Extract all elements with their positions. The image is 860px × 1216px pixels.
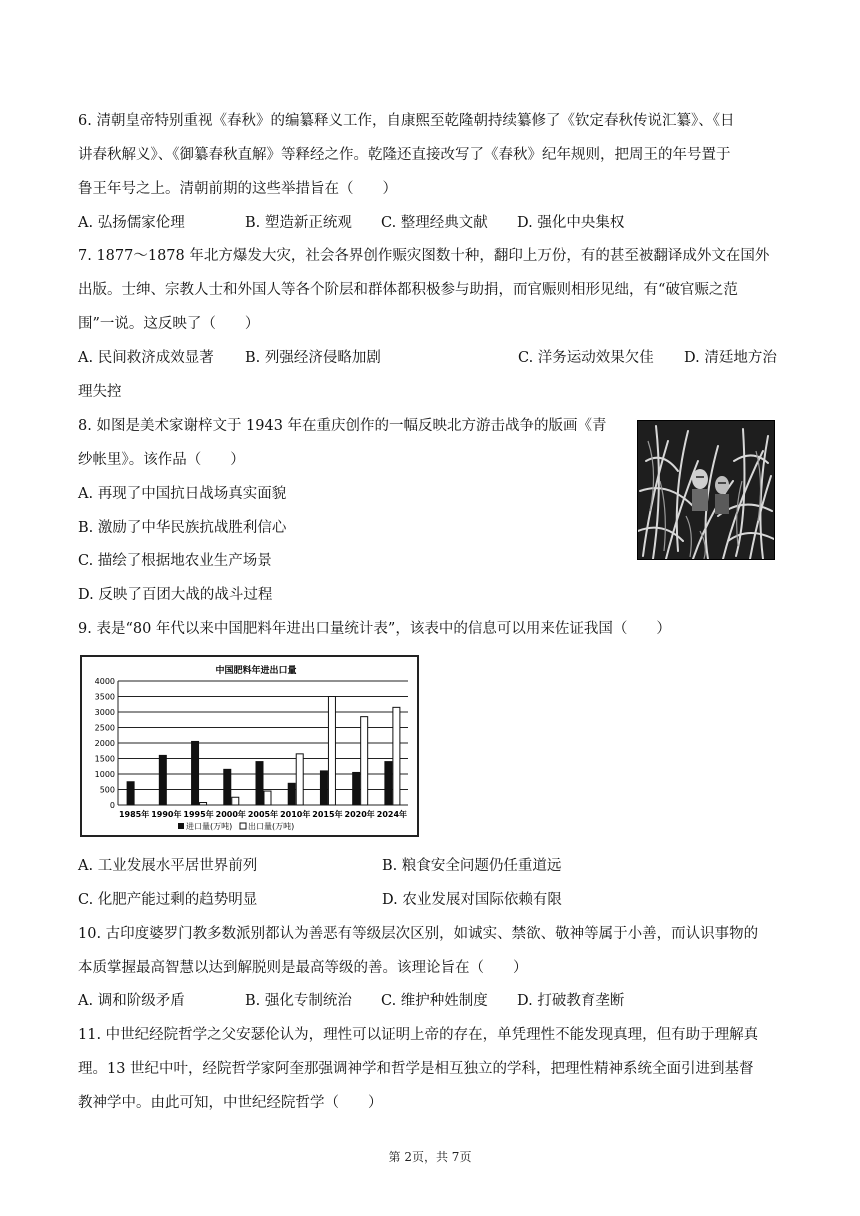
x-tick-label: 2024年 [376,810,408,819]
q9-line-1: 9. 表是“80 年代以来中国肥料年进出口量统计表”，该表中的信息可以用来佐证我国（ ） [78,621,671,637]
q10-option-a: A. 调和阶级矛盾 [78,993,185,1009]
x-tick-label: 2010年 [280,810,311,819]
q7-option-d-tail: 理失控 [78,384,122,400]
bar-export [200,803,207,805]
x-tick-label: 2000年 [215,810,246,819]
chart-title: 中国肥料年进出口量 [215,666,297,676]
q6-line-3: 鲁王年号之上。清朝前期的这些举措旨在（ ） [78,181,397,197]
x-tick-label: 1990年 [151,810,182,819]
bar-export [264,791,271,805]
q6-option-b: B. 塑造新正统观 [245,215,352,231]
q8-option-c: C. 描绘了根据地农业生产场景 [78,553,272,569]
y-tick-label: 1500 [94,754,115,764]
q9-option-b: B. 粮食安全问题仍任重道远 [382,858,562,874]
q9-option-c: C. 化肥产能过剩的趋势明显 [78,892,258,908]
q8-option-b: B. 激励了中华民族抗战胜利信心 [78,520,287,536]
q6-line-1: 6. 清朝皇帝特别重视《春秋》的编纂释义工作，自康熙至乾隆朝持续纂修了《钦定春秋传说汇纂》、《日 [78,113,735,129]
legend-swatch-export [240,823,246,829]
bar-export [296,754,303,805]
y-tick-label: 1000 [94,770,115,779]
y-tick-label: 2500 [94,723,115,733]
fertilizer-chart [80,655,419,837]
x-tick-label: 2020年 [344,810,375,819]
q10-option-b: B. 强化专制统治 [245,993,352,1009]
q7-option-d: D. 清廷地方治 [684,350,777,366]
x-tick-label: 1985年 [118,810,150,819]
q11-line-3: 教神学中。由此可知，中世纪经院哲学（ ） [78,1095,383,1111]
q6-option-c: C. 整理经典文献 [381,215,488,231]
q7-line-2: 出版。士绅、宗教人士和外国人等各个阶层和群体都积极参与助捐，而官赈则相形见绌，有“破官赈之范 [78,282,738,298]
legend-label-export: 出口量(万吨) [248,822,295,831]
y-tick-label: 3500 [94,692,115,702]
y-tick-label: 500 [99,785,115,795]
q6-option-a: A. 弘扬儒家伦理 [78,215,185,231]
bar-export [361,717,368,805]
q10-option-d: D. 打破教育垄断 [517,993,625,1009]
q8-option-d: D. 反映了百团大战的战斗过程 [78,587,273,603]
bar-import [192,741,199,805]
q9-option-a: A. 工业发展水平居世界前列 [78,858,258,874]
bar-import [159,755,166,805]
q7-option-a: A. 民间救济成效显著 [78,350,214,366]
q11-line-1: 11. 中世纪经院哲学之父安瑟伦认为，理性可以证明上帝的存在，单凭理性不能发现真理，但有助于理解真 [78,1027,759,1043]
y-tick-label: 2000 [94,739,115,748]
bar-import [288,783,295,805]
q7-line-1: 7. 1877～1878 年北方爆发大灾，社会各界创作赈灾图数十种，翻印上万份，有的甚至被翻译成外文在国外 [78,248,770,264]
q8-line-1: 8. 如图是美术家谢梓文于 1943 年在重庆创作的一幅反映北方游击战争的版画《青 [78,418,607,434]
x-tick-label: 2015年 [312,810,343,819]
bar-import [127,782,134,805]
bar-export [328,697,335,806]
bar-import [353,772,360,805]
bar-import [385,762,392,805]
page-footer: 第 2页，共 7页 [388,1150,472,1164]
bar-export [393,707,400,805]
q7-option-c: C. 洋务运动效果欠佳 [518,350,654,366]
q10-line-1: 10. 古印度婆罗门教多数派别都认为善恶有等级层次区别，如诚实、禁欲、敬神等属于小善，而认识事物的 [78,926,759,942]
bar-import [320,771,327,805]
y-tick-label: 3000 [94,708,115,717]
legend-swatch-import [178,823,184,829]
legend-label-import: 进口量(万吨) [186,822,233,831]
q8-line-2: 纱帐里》。该作品（ ） [78,452,245,468]
q10-option-c: C. 维护种姓制度 [381,993,488,1009]
q9-option-d: D. 农业发展对国际依赖有限 [382,892,562,908]
q11-line-2: 理。13 世纪中叶，经院哲学家阿奎那强调神学和哲学是相互独立的学科，把理性精神系统全面引进到基督 [78,1061,754,1077]
bar-export [232,797,239,805]
q6-line-2: 讲春秋解义》、《御纂春秋直解》等释经之作。乾隆还直接改写了《春秋》纪年规则，把周王的年号置于 [78,147,731,163]
x-tick-label: 1995年 [183,810,214,819]
q7-option-b: B. 列强经济侵略加剧 [245,350,381,366]
bar-import [224,769,231,805]
q6-option-d: D. 强化中央集权 [517,215,625,231]
woodcut-print-image [637,420,775,560]
fertilizer-chart-svg [82,657,417,835]
q8-option-a: A. 再现了中国抗日战场真实面貌 [78,486,287,502]
bar-import [256,762,263,805]
y-tick-label: 0 [109,801,115,810]
q7-line-3: 围”一说。这反映了（ ） [78,316,260,332]
q10-line-2: 本质掌握最高智慧以达到解脱则是最高等级的善。该理论旨在（ ） [78,960,528,976]
y-tick-label: 4000 [94,677,115,686]
x-tick-label: 2005年 [247,810,279,819]
